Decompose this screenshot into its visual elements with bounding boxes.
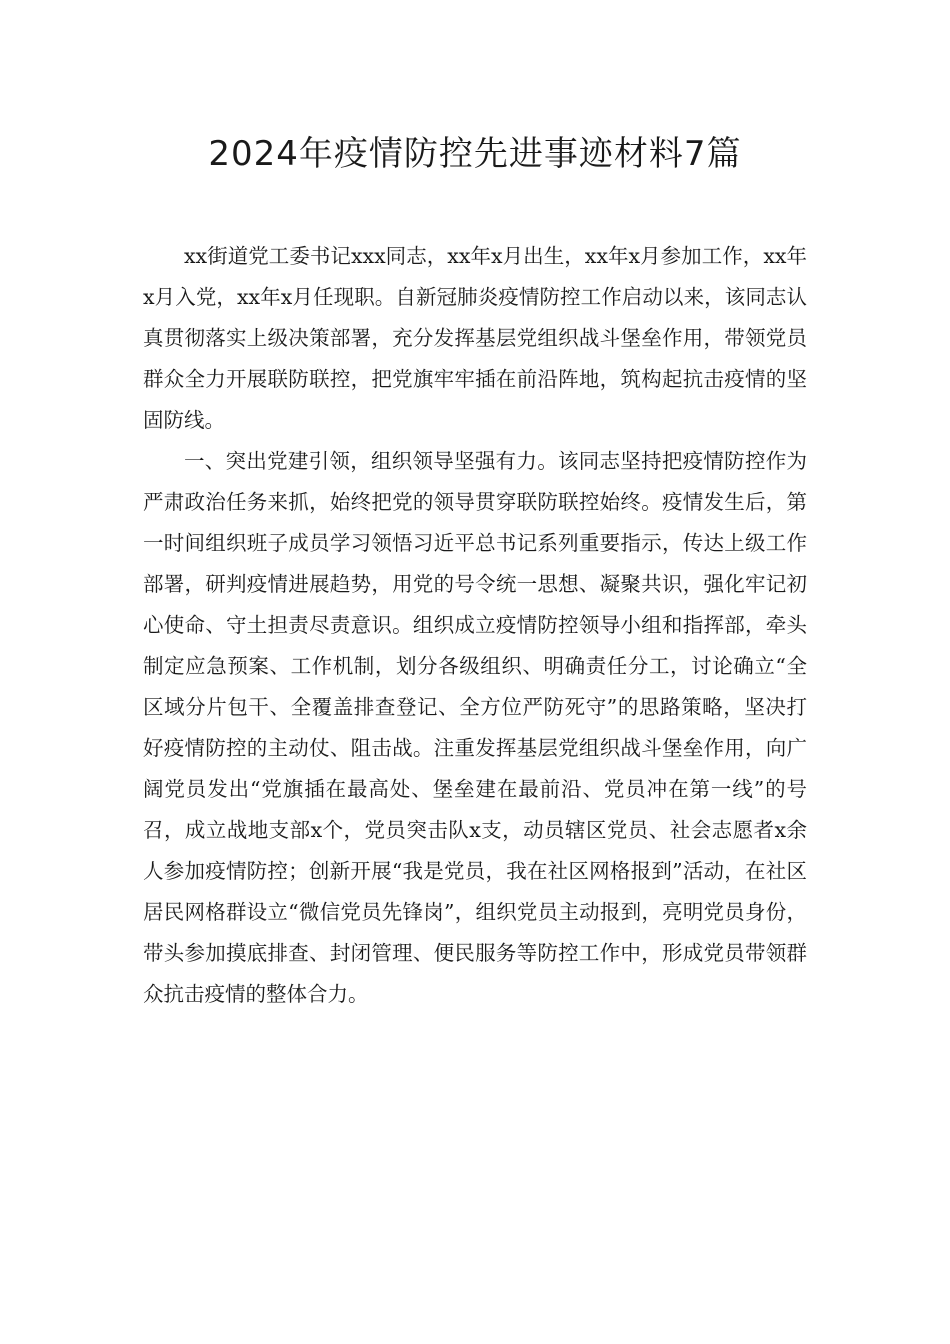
paragraph-party-leadership: 一、突出党建引领，组织领导坚强有力。该同志坚持把疫情防控作为严肃政治任务来抓，始终把党的领导贯穿联防联控始终。疫情发生后，第一时间组织班子成员学习领悟习近平总书记系列重要指示，传达上级工作部署，研判疫情进展趋势，用党的号令统一思想、凝聚共识，强化牢记初心使命、守土担责尽责意识。组织成立疫情防控领导小组和指挥部，牵头制定应急预案、工作机制，划分各级组织、明确责任分工，讨论确立“全区域分片包干、全覆盖排查登记、全方位严防死守”的思路策略，坚决打好疫情防控的主动仗、阻击战。注重发挥基层党组织战斗堡垒作用，向广阔党员发出“党旗插在最高处、堡垒建在最前沿、党员冲在第一线”的号召，成立战地支部x个，党员突击队x支，动员辖区党员、社会志愿者x余人参加疫情防控；创新开展“我是党员，我在社区网格报到”活动，在社区居民网格群设立“微信党员先锋岗”，组织党员主动报到，亮明党员身份，带头参加摸底排查、封闭管理、便民服务等防控工作中，形成党员带领群众抗击疫情的整体合力。 bbox=[143, 449, 807, 1006]
document-body bbox=[143, 236, 807, 1015]
document-title: 2024年疫情防控先进事迹材料7篇 bbox=[208, 134, 742, 174]
paragraph-intro: xx街道党工委书记xxx同志，xx年x月出生，xx年x月参加工作，xx年x月入党，xx年x月任现职。自新冠肺炎疫情防控工作启动以来，该同志认真贯彻落实上级决策部署，充分发挥基层党组织战斗堡垒作用，带领党员群众全力开展联防联控，把党旗牢牢插在前沿阵地，筑构起抗击疫情的坚固防线。 bbox=[143, 244, 807, 432]
